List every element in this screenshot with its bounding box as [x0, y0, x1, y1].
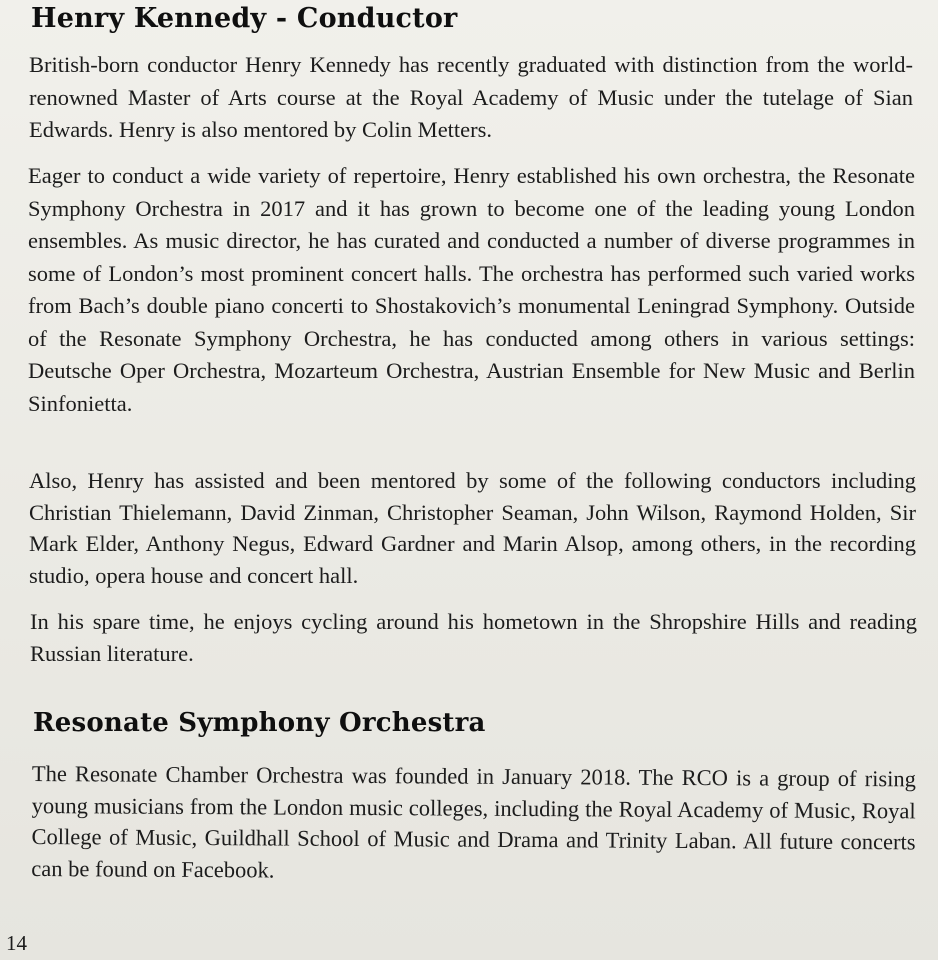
- page-number: 14: [6, 931, 27, 955]
- paragraph-bio-mentors: Also, Henry has assisted and been mentored by some of the following conductors including Christian Thielemann, David Zinman, Christopher Seaman, John Wilson, Raymond Holden, Sir Mark Elder, Anthony Negus, Edward Gardner and Marin Alsop, among others, in the recording studio, opera house and concert hall.: [29, 468, 916, 588]
- paragraph-bio-spare-time: In his spare time, he enjoys cycling around his hometown in the Shropshire Hills and reading Russian literature.: [30, 609, 917, 666]
- section-heading-orchestra: Resonate Symphony Orchestra: [33, 708, 486, 738]
- section-heading-conductor: Henry Kennedy - Conductor: [31, 3, 458, 34]
- paragraph-orchestra-description: The Resonate Chamber Orchestra was founded in January 2018. The RCO is a group of rising young musicians from the London music colleges, including the Royal Academy of Music, Royal College of Music, Guildhall School of Music and Drama and Trinity Laban. All future concerts can be found on Facebook.: [31, 760, 916, 882]
- paragraph-bio-intro: British-born conductor Henry Kennedy has recently graduated with distinction from the world-renowned Master of Arts course at the Royal Academy of Music under the tutelage of Sian Edwards. Henry is also mentored by Colin Metters.: [29, 52, 913, 142]
- paragraph-bio-orchestra: Eager to conduct a wide variety of repertoire, Henry established his own orchestra, the Resonate Symphony Orchestra in 2017 and it has grown to become one of the leading young London ensembles. As music director, he has curated and conducted a number of diverse programmes in some of London’s most prominent concert halls. The orchestra has performed such varied works from Bach’s double piano concerti to Shostakovich’s monumental Leningrad Symphony. Outside of the Resonate Symphony Orchestra, he has conducted among others in various settings: Deutsche Oper Orchestra, Mozarteum Orchestra, Austrian Ensemble for New Music and Berlin Sinfonietta.: [28, 163, 915, 416]
